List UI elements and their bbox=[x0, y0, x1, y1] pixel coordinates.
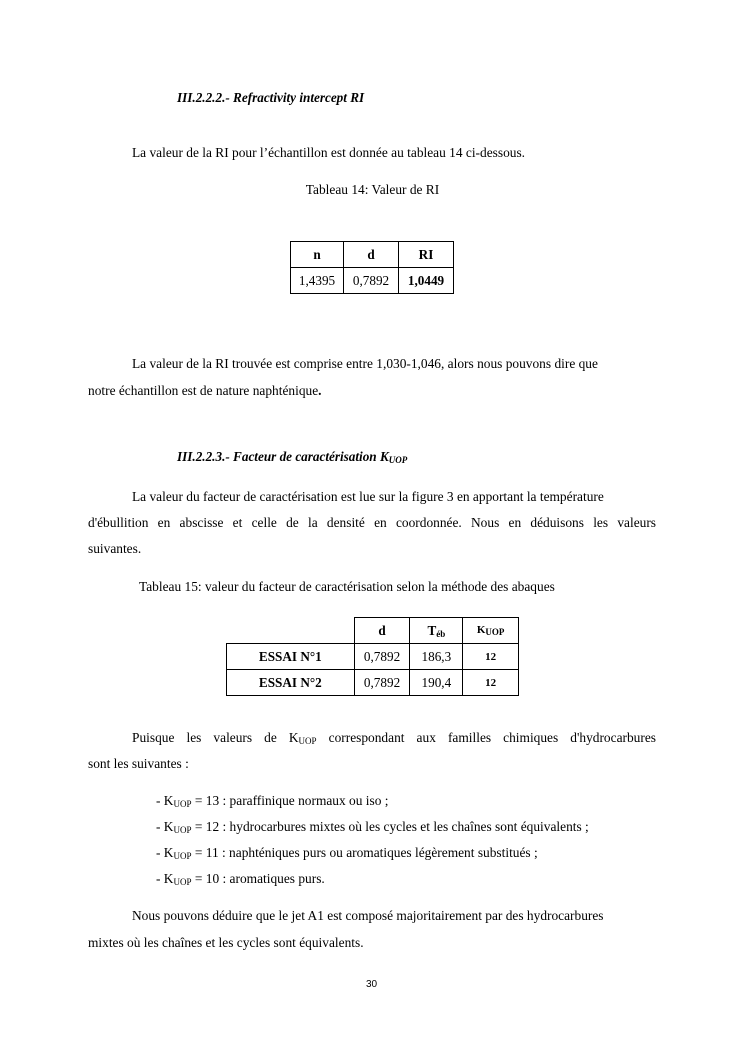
table15-row2-d: 0,7892 bbox=[354, 670, 410, 696]
list-item bbox=[156, 871, 325, 887]
list-sub: UOP bbox=[173, 877, 192, 887]
list-text: = 10 : aromatiques purs. bbox=[191, 871, 325, 886]
page-number: 30 bbox=[366, 979, 378, 990]
list-item bbox=[156, 845, 538, 861]
kuop-main: K bbox=[476, 624, 486, 636]
section-heading-ri: III.2.2.2.- Refractivity intercept RI bbox=[177, 90, 365, 105]
list-text: = 13 : paraffinique normaux ou iso ; bbox=[191, 793, 389, 808]
table15-row1-teb: 186,3 bbox=[410, 644, 463, 670]
since-line1-a: Puisque les valeurs de K bbox=[132, 730, 299, 745]
kuop-para-line1: La valeur du facteur de caractérisation est lue sur la figure 3 en apportant la température bbox=[132, 489, 604, 504]
kuop-heading-sub: UOP bbox=[388, 455, 408, 465]
table15-row2-label: ESSAI N°2 bbox=[227, 670, 355, 696]
ri-intro-text: La valeur de la RI pour l’échantillon est donnée au tableau 14 ci-dessous. bbox=[132, 145, 526, 160]
kuop-sub: UOP bbox=[485, 627, 505, 637]
final-line2: mixtes où les chaînes et les cycles sont équivalents. bbox=[88, 935, 364, 950]
since-line1 bbox=[132, 730, 656, 746]
table-row bbox=[291, 268, 454, 294]
list-prefix: - K bbox=[156, 793, 174, 808]
table14-cell-d: 0,7892 bbox=[344, 268, 399, 294]
table15 bbox=[226, 617, 519, 696]
table15-empty-corner bbox=[227, 618, 355, 644]
table15-header-d: d bbox=[354, 618, 410, 644]
table15-row1-label: ESSAI N°1 bbox=[227, 644, 355, 670]
final-line1: Nous pouvons déduire que le jet A1 est composé majoritairement par des hydrocarbures bbox=[132, 908, 604, 923]
kuop-para-line3: suivantes. bbox=[88, 541, 142, 556]
table14-header-n: n bbox=[291, 242, 344, 268]
table14-header-d: d bbox=[344, 242, 399, 268]
list-prefix: - K bbox=[156, 819, 174, 834]
since-line2: sont les suivantes : bbox=[88, 756, 189, 771]
list-text: = 12 : hydrocarbures mixtes où les cycles et les chaînes sont équivalents ; bbox=[191, 819, 589, 834]
section-heading-kuop bbox=[177, 449, 407, 465]
table14-caption: Tableau 14: Valeur de RI bbox=[305, 182, 440, 197]
table14-cell-n: 1,4395 bbox=[291, 268, 344, 294]
table14-header-ri: RI bbox=[399, 242, 454, 268]
table15-caption: Tableau 15: valeur du facteur de caractérisation selon la méthode des abaques bbox=[139, 579, 555, 594]
list-item bbox=[156, 793, 388, 809]
since-line1-b: correspondant aux familles chimiques d'hydrocarbures bbox=[316, 730, 656, 745]
table-row bbox=[227, 670, 519, 696]
table15-header-teb bbox=[410, 618, 463, 644]
list-sub: UOP bbox=[173, 851, 192, 861]
table-row bbox=[227, 618, 519, 644]
table15-row1-kuop: 12 bbox=[463, 644, 519, 670]
list-prefix: - K bbox=[156, 871, 174, 886]
table15-row2-kuop: 12 bbox=[463, 670, 519, 696]
teb-main: T bbox=[427, 622, 437, 638]
table-row bbox=[227, 644, 519, 670]
ri-conclusion-line1: La valeur de la RI trouvée est comprise entre 1,030-1,046, alors nous pouvons dire que bbox=[132, 356, 598, 371]
teb-sub: éb bbox=[436, 628, 446, 639]
list-prefix: - K bbox=[156, 845, 174, 860]
list-item bbox=[156, 819, 589, 835]
since-line1-sub: UOP bbox=[298, 736, 317, 746]
ri-conclusion-line2 bbox=[88, 383, 322, 399]
table-row bbox=[291, 242, 454, 268]
list-text: = 11 : naphténiques purs ou aromatiques légèrement substitués ; bbox=[191, 845, 538, 860]
table15-row2-teb: 190,4 bbox=[410, 670, 463, 696]
ri-conclusion-period: . bbox=[318, 383, 322, 398]
list-sub: UOP bbox=[173, 825, 192, 835]
table15-row1-d: 0,7892 bbox=[354, 644, 410, 670]
kuop-heading-main: III.2.2.3.- Facteur de caractérisation K bbox=[177, 449, 389, 464]
list-sub: UOP bbox=[173, 799, 192, 809]
ri-conclusion-text: notre échantillon est de nature naphténique bbox=[88, 383, 319, 398]
table14-cell-ri: 1,0449 bbox=[399, 268, 454, 294]
kuop-para-line2: d'ébullition en abscisse et celle de la densité en coordonnée. Nous en déduisons les valeurs bbox=[88, 515, 656, 530]
table14 bbox=[290, 241, 454, 294]
table15-header-kuop bbox=[463, 618, 519, 644]
